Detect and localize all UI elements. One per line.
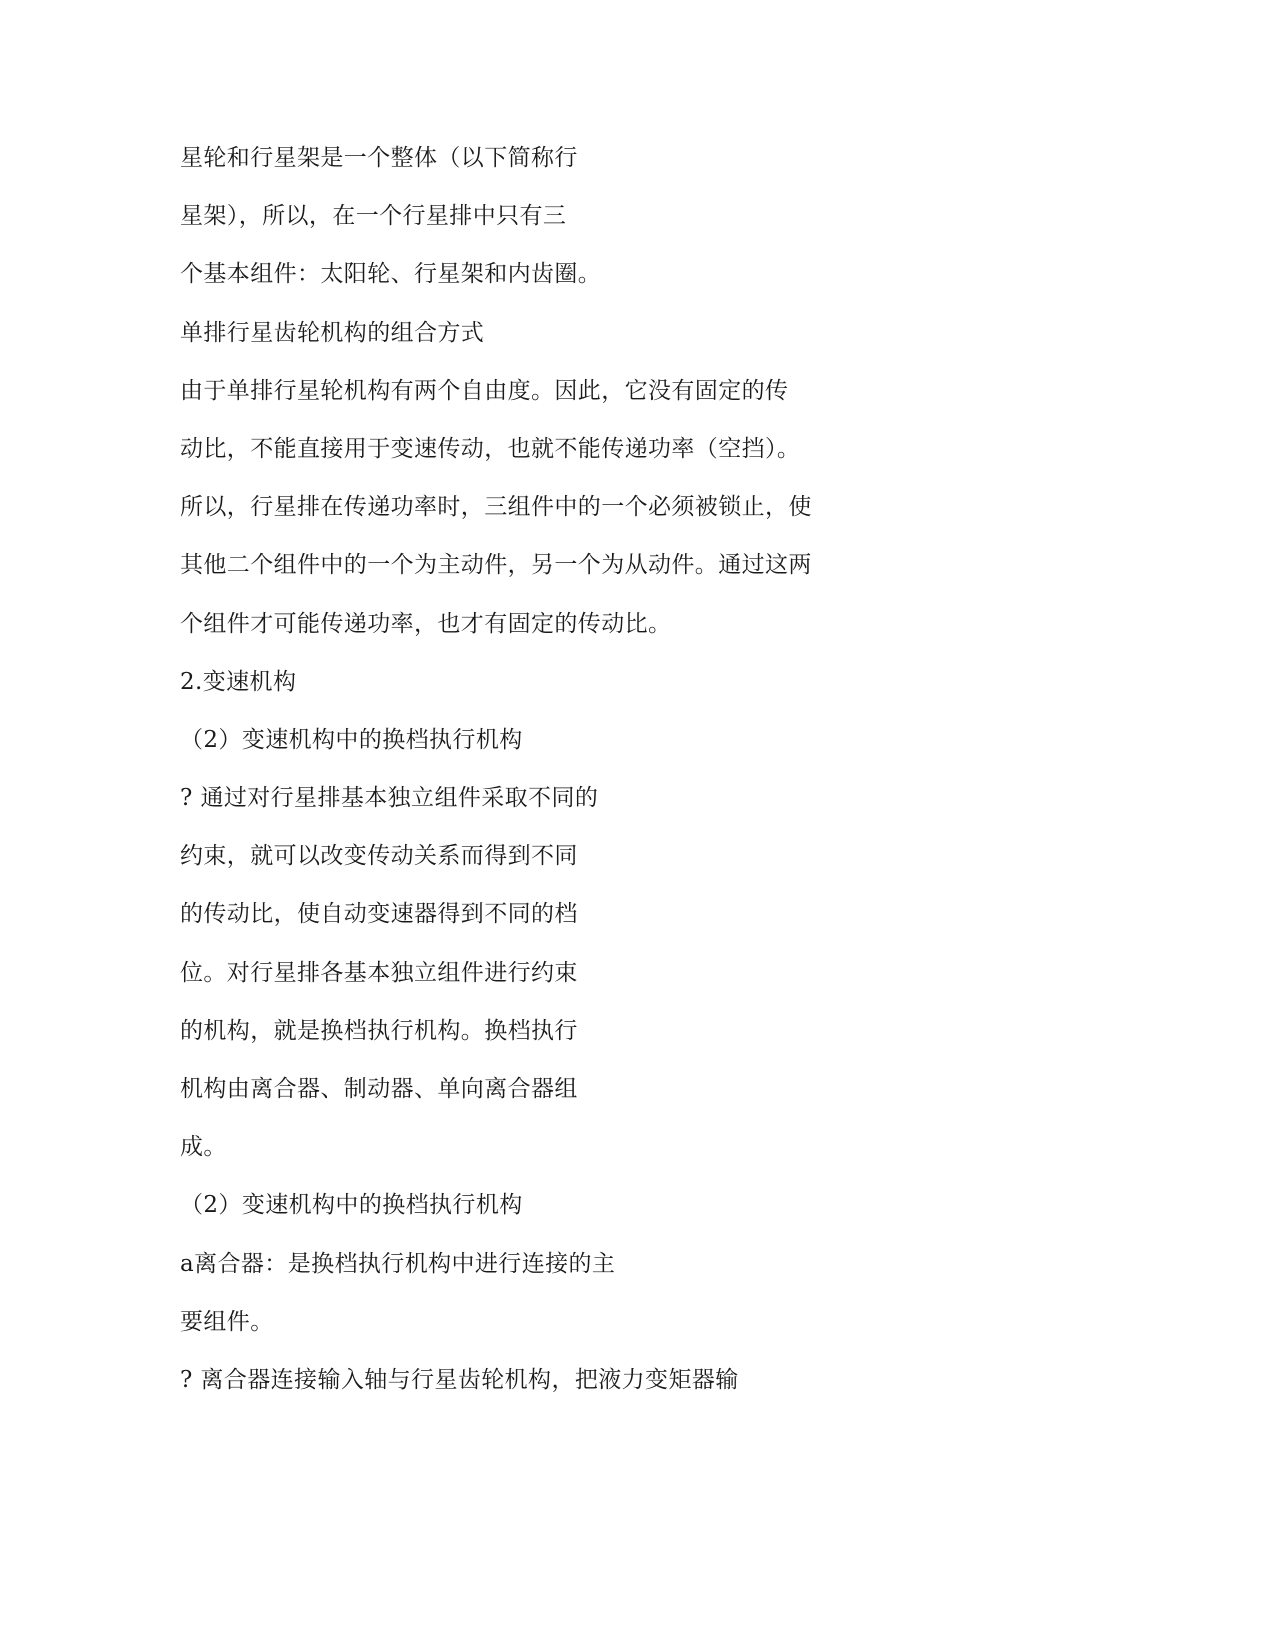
section-heading: 2.变速机构 <box>180 668 297 695</box>
text-line: 星架），所以，在一个行星排中只有三 <box>180 203 567 230</box>
text-line: a离合器：是换档执行机构中进行连接的主 <box>180 1250 616 1277</box>
text-line: 位。对行星排各基本独立组件进行约束 <box>180 959 578 986</box>
section-heading: 单排行星齿轮机构的组合方式 <box>180 319 485 346</box>
text-line: ? 离合器连接输入轴与行星齿轮机构，把液力变矩器输 <box>180 1366 739 1393</box>
text-line: 成。 <box>180 1134 227 1161</box>
text-line: 由于单排行星轮机构有两个自由度。因此，它没有固定的传 <box>180 377 789 404</box>
text-line: 星轮和行星架是一个整体（以下简称行 <box>180 145 578 171</box>
text-line: 个基本组件：太阳轮、行星架和内齿圈。 <box>180 261 602 288</box>
subsection-heading: （2）变速机构中的换档执行机构 <box>180 726 523 753</box>
text-line: 要组件。 <box>180 1308 274 1335</box>
text-line: 的传动比，使自动变速器得到不同的档 <box>180 901 578 928</box>
text-line: 其他二个组件中的一个为主动件，另一个为从动件。通过这两 <box>180 552 812 579</box>
text-line: 所以，行星排在传递功率时，三组件中的一个必须被锁止，使 <box>180 494 812 521</box>
text-line: 机构由离合器、制动器、单向离合器组 <box>180 1076 578 1102</box>
text-line: 约束，就可以改变传动关系而得到不同 <box>180 843 578 870</box>
text-line: 个组件才可能传递功率，也才有固定的传动比。 <box>180 610 672 637</box>
text-line: 的机构，就是换档执行机构。换档执行 <box>180 1017 578 1044</box>
document-body <box>180 138 1080 1418</box>
text-line: 动比，不能直接用于变速传动，也就不能传递功率（空挡）。 <box>180 435 801 462</box>
subsection-heading: （2）变速机构中的换档执行机构 <box>180 1192 523 1219</box>
text-line: ? 通过对行星排基本独立组件采取不同的 <box>180 785 599 812</box>
